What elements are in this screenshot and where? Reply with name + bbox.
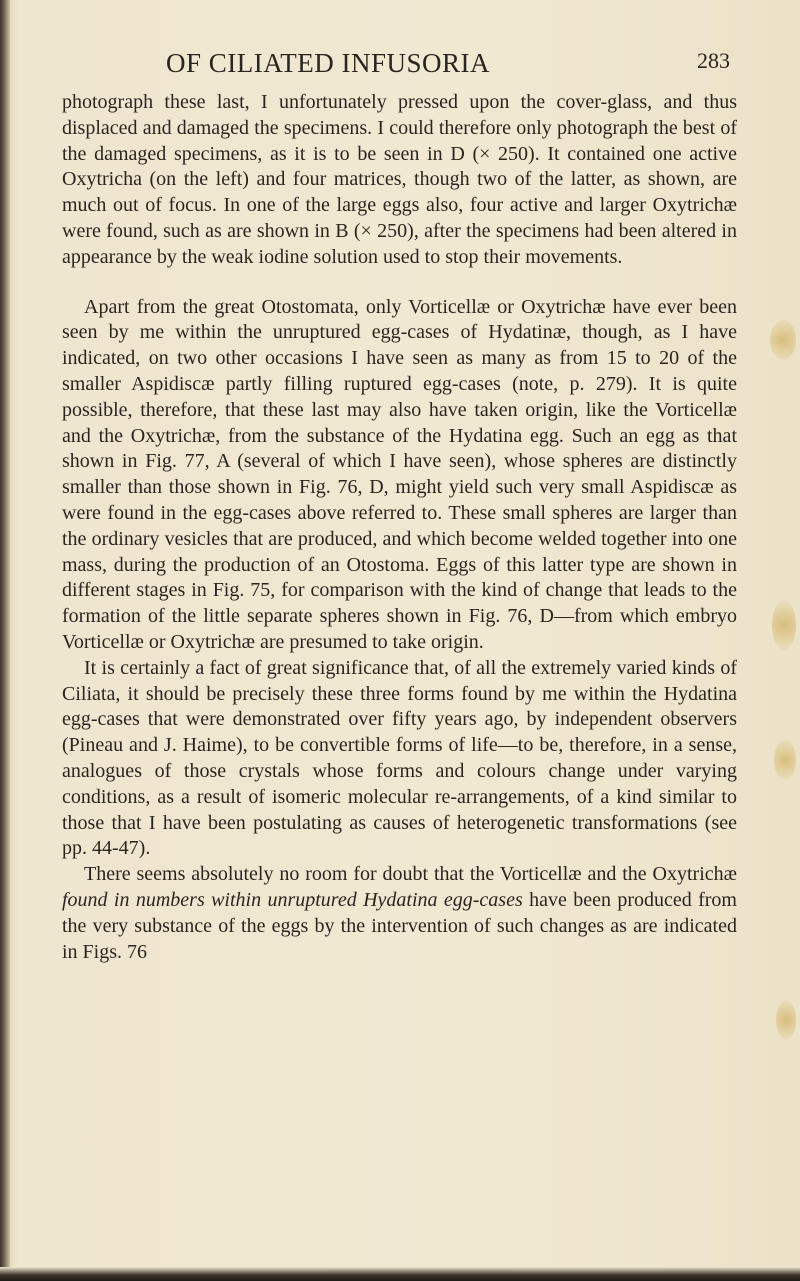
paragraph-4-start: There seems absolutely no room for doubt that the Vorticellæ and the Oxytrichæ [84, 863, 737, 886]
running-title: OF CILIATED INFUSORIA [166, 48, 491, 78]
paragraph-1: photograph these last, I unfortunately pressed upon the cover-glass, and thus displaced and damaged the specimens. I could therefore only photograph the best of the damaged specimens, as it is to be seen in D (× 250). It contained one active Oxytricha (on the left) and four matrices, though two of the latter, as shown, are much out of focus. In one of the large eggs also, four active and larger Oxytrichæ were found, such as are shown in B (× 250), after the specimens had been altered in appearance by the weak iodine solution used to stop their movements. [62, 91, 737, 268]
paragraph-2: Apart from the great Otostomata, only Vorticellæ or Oxytrichæ have ever been seen by me within the unruptured egg-cases of Hydatinæ, though, as I have indicated, on two other occasions I have seen as many as from 15 to 20 of the smaller Aspidiscæ partly filling ruptured egg-cases (note, p. 279). It is quite possible, therefore, that these last may also have taken origin, like the Vorticellæ and the Oxytrichæ, from the substance of the Hydatina egg. Such an egg as that shown in Fig. 77, A (several of which I have seen), whose spheres are distinctly smaller than those shown in Fig. 76, D, might yield such very small Aspidiscæ as were found in the egg-cases above referred to. These small spheres are larger than the ordinary vesicles that are produced, and which become welded together into one mass, during the production of an Otostoma. Eggs of this latter type are shown in different stages in Fig. 75, for comparison with the kind of change that leads to the formation of the little separate spheres shown in Fig. 76, D—from which embryo Vorticellæ or Oxytrichæ are presumed to take origin. [62, 295, 737, 653]
page-header [110, 44, 775, 88]
page-number: 283 [697, 48, 730, 73]
paper-stain [774, 740, 796, 780]
paragraph-4 [62, 862, 737, 965]
paragraph-4-end: have been produced from the very substance of the eggs by the intervention of such changes as are indicated in Figs. 76 [62, 888, 737, 963]
body-text [62, 90, 737, 965]
paragraph-3: It is certainly a fact of great significance that, of all the extremely varied kinds of Ciliata, it should be precisely these three forms found by me within the Hydatina egg-cases that were demonstrated over fifty years ago, by independent observers (Pineau and J. Haime), to be convertible forms of life—to be, therefore, in a sense, analogues of those crystals whose forms and colours change under varying conditions, as a result of isomeric molecular re-arrangements, of a kind similar to those that I have been postulating as causes of heterogenetic transformations (see pp. 44-47). [62, 656, 737, 860]
book-binding-edge [0, 0, 10, 1281]
paper-stain [770, 320, 796, 360]
paragraph-4-italic: found in numbers within unruptured Hydatina egg-cases [62, 888, 523, 911]
page-bottom-edge [0, 1267, 800, 1281]
paper-stain [776, 1000, 796, 1040]
paper-stain [772, 600, 796, 650]
